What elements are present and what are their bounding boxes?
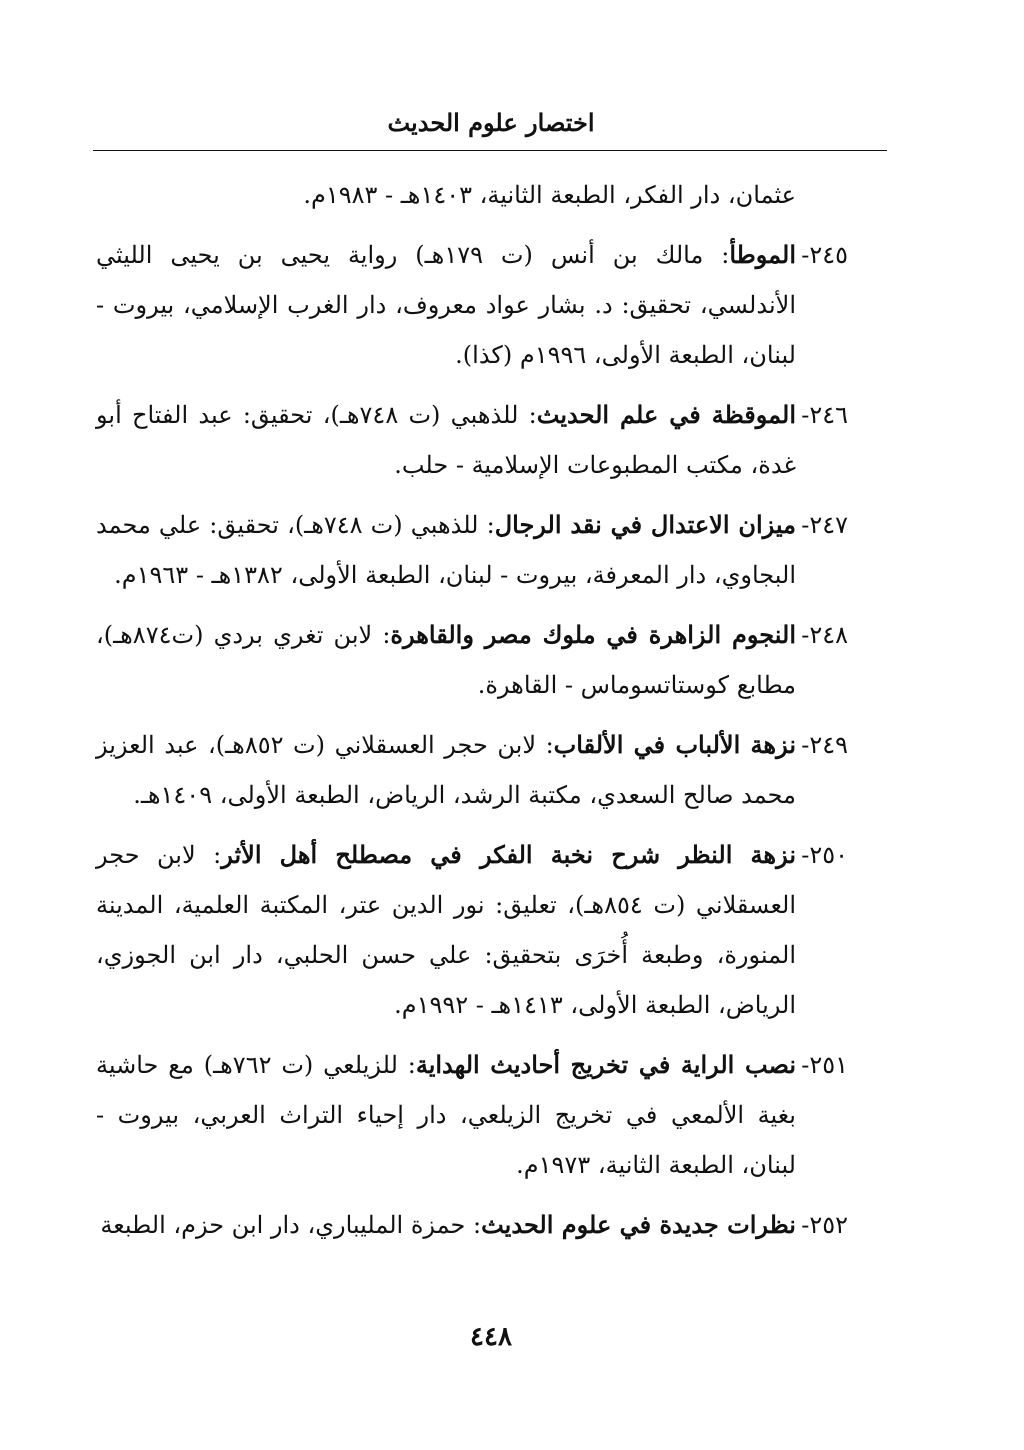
entry-title: الموقظة في علم الحديث [536, 400, 797, 429]
entry-text: : للذهبي (ت ٧٤٨هـ)، تحقيق: عبد الفتاح أبو غدة، مكتب المطبوعات الإسلامية - حلب. [96, 401, 796, 479]
entry-text: : حمزة المليباري، دار ابن حزم، الطبعة [100, 1211, 482, 1239]
entry-text: : لابن حجر العسقلاني (ت ٨٥٢هـ)، عبد العزيز محمد صالح السعدي، مكتبة الرشد، الرياض، الطبعة الأولى، ١٤٠٩هـ. [96, 731, 796, 809]
entry-number: ٢٥٠- [801, 841, 848, 869]
entry-number: ٢٤٨- [801, 621, 848, 649]
bibliography-entry-247 [96, 500, 848, 600]
bibliography-entry-249 [96, 720, 848, 820]
continuation-text: عثمان، دار الفكر، الطبعة الثانية، ١٤٠٣هـ - ١٩٨٣م. [303, 181, 796, 209]
entry-text: : للذهبي (ت ٧٤٨هـ)، تحقيق: علي محمد البجاوي، دار المعرفة، بيروت - لبنان، الطبعة الأولى، ١٣٨٢هـ - ١٩٦٣م. [96, 511, 796, 589]
page-number: ٤٤٨ [470, 1322, 512, 1352]
entry-text: : للزيلعي (ت ٧٦٢هـ) مع حاشية بغية الألمعي في تخريج الزيلعي، دار إحياء التراث العربي، بيروت - لبنان، الطبعة الثانية، ١٩٧٣م. [96, 1051, 796, 1179]
bibliography-entry-246 [96, 390, 848, 490]
bibliography-entry-251 [96, 1040, 848, 1190]
entry-title: ميزان الاعتدال في نقد الرجال [494, 510, 796, 539]
bibliography-entry-245 [96, 230, 848, 380]
entry-title: نزهة الألباب في الألقاب [553, 730, 796, 759]
entry-title: نظرات جديدة في علوم الحديث [481, 1210, 796, 1239]
bibliography-entry-248 [96, 610, 848, 710]
bibliography-entry-250 [96, 830, 848, 1030]
entry-number: ٢٤٦- [801, 401, 848, 429]
bibliography-list [96, 170, 848, 1250]
bibliography-entry-252 [96, 1200, 848, 1250]
entry-number: ٢٤٧- [801, 511, 848, 539]
entry-text: : لابن تغري بردي (ت٨٧٤هـ)، مطابع كوستاتسوماس - القاهرة. [96, 621, 796, 699]
entry-number: ٢٤٥- [801, 241, 848, 269]
entry-title: الموطأ [729, 240, 796, 269]
entry-title: نزهة النظر شرح نخبة الفكر في مصطلح أهل الأثر [221, 840, 796, 869]
entry-number: ٢٥٢- [801, 1211, 848, 1239]
entry-title: النجوم الزاهرة في ملوك مصر والقاهرة [390, 620, 796, 649]
running-title: اختصار علوم الحديث [387, 108, 595, 137]
entry-number: ٢٥١- [801, 1051, 848, 1079]
entry-text: : لابن حجر العسقلاني (ت ٨٥٤هـ)، تعليق: نور الدين عتر، المكتبة العلمية، المدينة المنورة، وطبعة أُخرَى بتحقيق: علي حسن الحلبي، دار ابن الجوزي، الرياض، الطبعة الأولى، ١٤١٣هـ - ١٩٩٢م. [96, 841, 796, 1019]
entry-title: نصب الراية في تخريج أحاديث الهداية [415, 1050, 796, 1079]
entry-text: : مالك بن أنس (ت ١٧٩هـ) رواية يحيى بن يحيى الليثي الأندلسي، تحقيق: د. بشار عواد معروف، دار الغرب الإسلامي، بيروت - لبنان، الطبعة الأولى، ١٩٩٦م (كذا). [96, 241, 796, 369]
entry-number: ٢٤٩- [801, 731, 848, 759]
header-rule [93, 150, 887, 151]
